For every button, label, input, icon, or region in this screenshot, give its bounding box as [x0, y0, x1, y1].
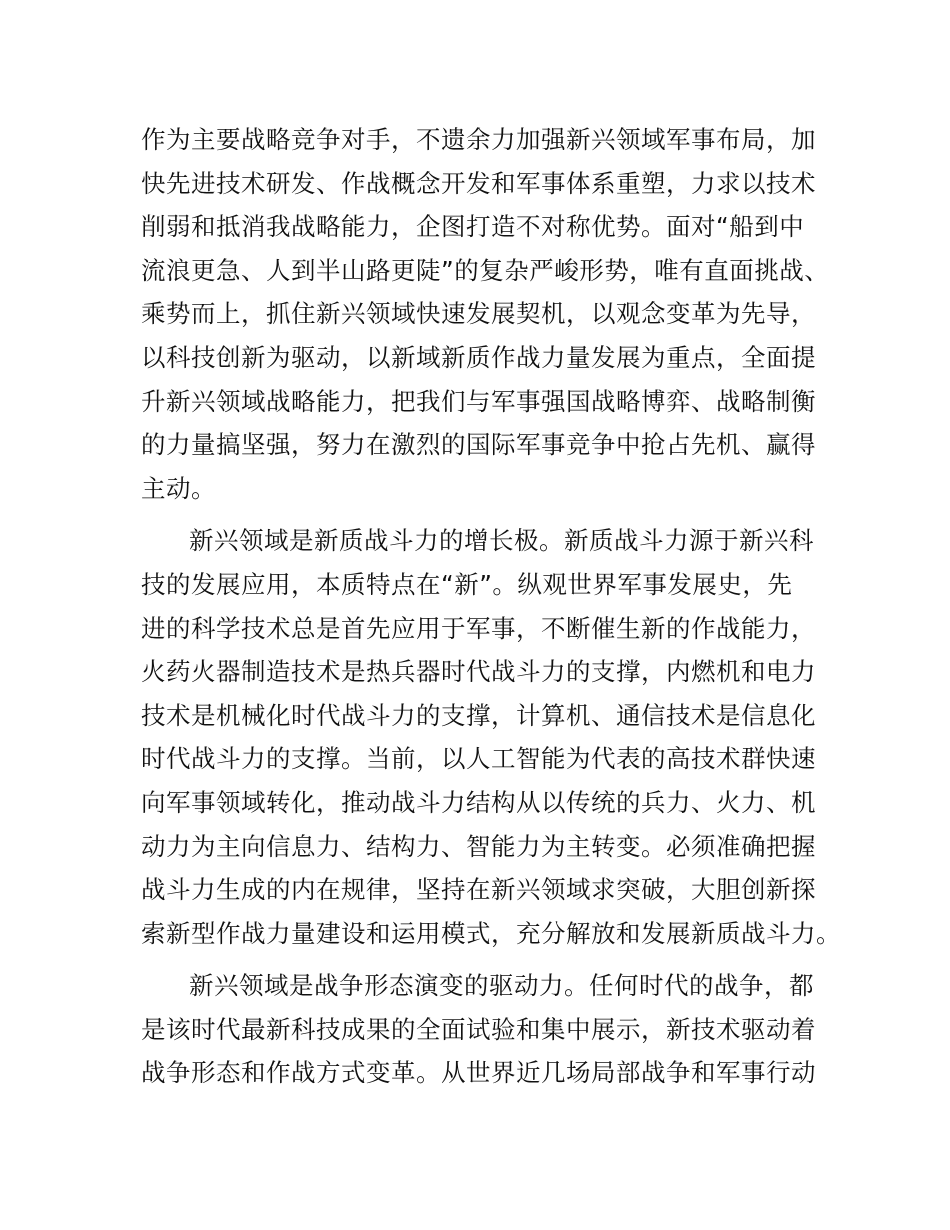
paragraph-line: 技术是机械化时代战斗力的支撑，计算机、通信技术是信息化	[141, 700, 816, 730]
paragraph-line: 时代战斗力的支撑。当前，以人工智能为代表的高技术群快速	[141, 744, 816, 774]
paragraph-line: 流浪更急、人到半山路更陡”的复杂严峻形势，唯有直面挑战、	[141, 255, 830, 285]
paragraph-line: 是该时代最新科技成果的全面试验和集中展示，新技术驱动着	[141, 1014, 816, 1044]
paragraph-line: 战斗力生成的内在规律，坚持在新兴领域求突破，大胆创新探	[141, 875, 816, 905]
paragraph-line: 动力为主向信息力、结构力、智能力为主转变。必须准确把握	[141, 831, 816, 861]
paragraph-line: 快先进技术研发、作战概念开发和军事体系重塑，力求以技术	[141, 168, 816, 198]
paragraph-spacing	[141, 510, 841, 519]
paragraph-line: 战争形态和作战方式变革。从世界近几场局部战争和军事行动	[141, 1058, 816, 1088]
paragraph-spacing	[141, 955, 841, 964]
paragraph-line: 火药火器制造技术是热兵器时代战斗力的支撑，内燃机和电力	[141, 657, 816, 687]
paragraph-line: 的力量搞坚强，努力在激烈的国际军事竞争中抢占先机、赢得	[141, 430, 816, 460]
paragraph-3	[141, 964, 841, 1095]
paragraph-line: 乘势而上，抓住新兴领域快速发展契机，以观念变革为先导，	[141, 299, 816, 329]
paragraph-line: 新兴领域是新质战斗力的增长极。新质战斗力源于新兴科	[189, 526, 814, 556]
paragraph-1	[141, 118, 841, 510]
paragraph-line: 新兴领域是战争形态演变的驱动力。任何时代的战争，都	[189, 971, 814, 1001]
paragraph-line: 以科技创新为驱动，以新域新质作战力量发展为重点，全面提	[141, 342, 816, 372]
paragraph-line: 作为主要战略竞争对手，不遗余力加强新兴领域军事布局，加	[141, 125, 816, 154]
paragraph-line: 技的发展应用，本质特点在“新”。纵观世界军事发展史，先	[141, 569, 793, 599]
paragraph-line: 进的科学技术总是首先应用于军事，不断催生新的作战能力，	[141, 613, 816, 643]
body-text	[141, 118, 841, 1095]
paragraph-line: 向军事领域转化，推动战斗力结构从以传统的兵力、火力、机	[141, 787, 816, 817]
paragraph-line: 削弱和抵消我战略能力，企图打造不对称优势。面对“船到中	[141, 212, 805, 242]
paragraph-line: 升新兴领域战略能力，把我们与军事强国战略博弈、战略制衡	[141, 386, 816, 416]
paragraph-2	[141, 519, 841, 955]
paragraph-line: 主动。	[141, 473, 216, 503]
paragraph-line: 索新型作战力量建设和运用模式，充分解放和发展新质战斗力。	[141, 918, 841, 948]
